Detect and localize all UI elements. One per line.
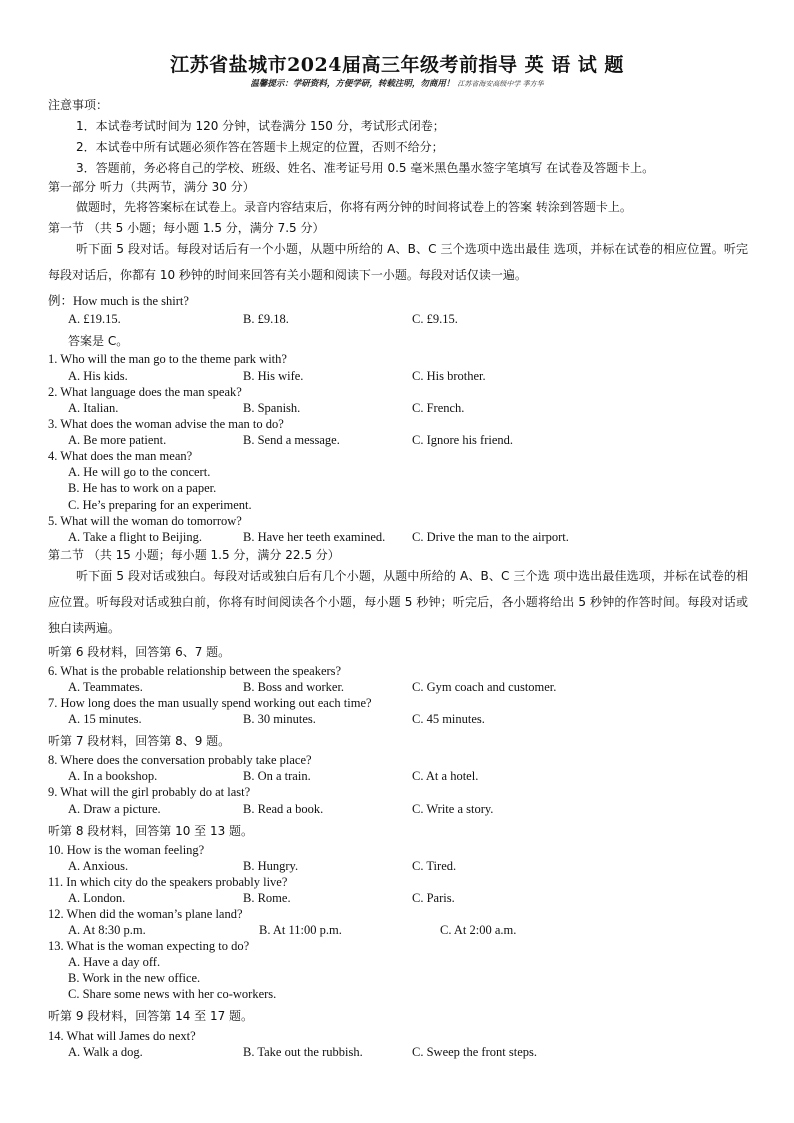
material-7-label: 听第 7 段材料，回答第 8、9 题。 (48, 734, 231, 748)
q8-option-b: B. On a train. (243, 769, 311, 783)
q14-option-b: B. Take out the rubbish. (243, 1045, 363, 1059)
part1-intro: 做题时，先将答案标在试卷上。录音内容结束后，你将有两分钟的时间将试卷上的答案 转涂到答题卡上。 (76, 200, 632, 214)
q1-option-a: A. His kids. (68, 369, 128, 383)
q1-option-b: B. His wife. (243, 369, 304, 383)
q2-option-a: A. Italian. (68, 401, 119, 415)
instruction-item-1: 1．本试卷考试时间为 120 分钟，试卷满分 150 分，考试形式闭卷； (76, 119, 445, 133)
q13-option-a: A. Have a day off. (68, 955, 161, 969)
school-name: 江苏省海安高级中学 季方华 (457, 80, 544, 88)
question-5: 5. What will the woman do tomorrow? (48, 514, 242, 528)
question-12: 12. When did the woman’s plane land? (48, 907, 243, 921)
material-6-label: 听第 6 段材料，回答第 6、7 题。 (48, 645, 231, 659)
example-question: 例：How much is the shirt? (48, 294, 189, 308)
section1-directions: 听下面 5 段对话。每段对话后有一个小题，从题中所给的 A、B、C 三个选项中选出最佳 选项，并标在试卷的相应位置。听完每段对话后，你都有 10 秒钟的时间来回答有关小题和阅读下一小题。每段对话仅读一遍。 (48, 242, 748, 282)
q3-option-a: A. Be more patient. (68, 433, 167, 447)
question-3: 3. What does the woman advise the man to do? (48, 417, 284, 431)
q11-option-c: C. Paris. (412, 891, 455, 905)
notice-text: 温馨提示：学研资料，方便学研，转载注明，勿商用！ (250, 79, 455, 89)
q3-option-c: C. Ignore his friend. (412, 433, 514, 447)
q5-option-c: C. Drive the man to the airport. (412, 530, 569, 544)
example-answer: 答案是 C。 (68, 334, 129, 348)
q3-option-b: B. Send a message. (243, 433, 340, 447)
section2-directions: 听下面 5 段对话或独白。每段对话或独白后有几个小题，从题中所给的 A、B、C 三个选 项中选出最佳选项，并标在试卷的相应位置。听每段对话或独白前，你将有时间阅读各个小题，每小题 5 秒钟；听完后，各小题将给出 5 秒钟的作答时间。每段对话或独白读两遍。 (48, 569, 748, 635)
q1-option-c: C. His brother. (412, 369, 486, 383)
question-4: 4. What does the man mean? (48, 449, 193, 463)
section1-heading: 第一节 （共 5 小题；每小题 1.5 分，满分 7.5 分） (48, 221, 325, 235)
instruction-item-3: 3．答题前，务必将自己的学校、班级、姓名、准考证号用 0.5 毫米黑色墨水签字笔填写 在试卷及答题卡上。 (76, 161, 655, 175)
question-8: 8. Where does the conversation probably take place? (48, 753, 312, 767)
q10-option-c: C. Tired. (412, 859, 457, 873)
instructions-heading: 注意事项： (48, 98, 109, 112)
example-option-a: A. £19.15. (68, 312, 121, 326)
material-9-label: 听第 9 段材料，回答第 14 至 17 题。 (48, 1009, 254, 1023)
material-8-label: 听第 8 段材料，回答第 10 至 13 题。 (48, 824, 254, 838)
q2-option-b: B. Spanish. (243, 401, 301, 415)
question-7: 7. How long does the man usually spend working out each time? (48, 696, 372, 710)
q6-option-b: B. Boss and worker. (243, 680, 345, 694)
q4-option-c: C. He’s preparing for an experiment. (68, 498, 252, 512)
q6-option-a: A. Teammates. (68, 680, 143, 694)
q11-option-a: A. London. (68, 891, 126, 905)
exam-title: 江苏省盐城市2024届高三年级考前指导 英 语 试 题 (170, 54, 624, 76)
q9-option-b: B. Read a book. (243, 802, 324, 816)
q9-option-c: C. Write a story. (412, 802, 494, 816)
question-9: 9. What will the girl probably do at last? (48, 785, 251, 799)
q12-option-a: A. At 8:30 p.m. (68, 923, 146, 937)
question-6: 6. What is the probable relationship between the speakers? (48, 664, 342, 678)
q4-option-b: B. He has to work on a paper. (68, 481, 217, 495)
q8-option-c: C. At a hotel. (412, 769, 479, 783)
q10-option-a: A. Anxious. (68, 859, 129, 873)
q7-option-a: A. 15 minutes. (68, 712, 142, 726)
section2-heading: 第二节 （共 15 小题；每小题 1.5 分，满分 22.5 分） (48, 548, 340, 562)
question-11: 11. In which city do the speakers probably live? (48, 875, 288, 889)
part1-heading: 第一部分 听力（共两节，满分 30 分） (48, 180, 255, 194)
q14-option-c: C. Sweep the front steps. (412, 1045, 537, 1059)
q12-option-c: C. At 2:00 a.m. (440, 923, 517, 937)
q6-option-c: C. Gym coach and customer. (412, 680, 557, 694)
question-13: 13. What is the woman expecting to do? (48, 939, 250, 953)
q8-option-a: A. In a bookshop. (68, 769, 158, 783)
q4-option-a: A. He will go to the concert. (68, 465, 211, 479)
example-option-c: C. £9.15. (412, 312, 458, 326)
question-1: 1. Who will the man go to the theme park with? (48, 352, 287, 366)
question-2: 2. What language does the man speak? (48, 385, 242, 399)
q10-option-b: B. Hungry. (243, 859, 299, 873)
example-option-b: B. £9.18. (243, 312, 289, 326)
q5-option-a: A. Take a flight to Beijing. (68, 530, 202, 544)
q11-option-b: B. Rome. (243, 891, 291, 905)
q9-option-a: A. Draw a picture. (68, 802, 161, 816)
q14-option-a: A. Walk a dog. (68, 1045, 143, 1059)
question-10: 10. How is the woman feeling? (48, 843, 205, 857)
q7-option-c: C. 45 minutes. (412, 712, 485, 726)
header-notice (0, 77, 794, 89)
q13-option-c: C. Share some news with her co-workers. (68, 987, 277, 1001)
q13-option-b: B. Work in the new office. (68, 971, 201, 985)
q12-option-b: B. At 11:00 p.m. (259, 923, 342, 937)
q7-option-b: B. 30 minutes. (243, 712, 316, 726)
q2-option-c: C. French. (412, 401, 465, 415)
question-14: 14. What will James do next? (48, 1029, 196, 1043)
instruction-item-2: 2．本试卷中所有试题必须作答在答题卡上规定的位置，否则不给分； (76, 140, 444, 154)
q5-option-b: B. Have her teeth examined. (243, 530, 386, 544)
